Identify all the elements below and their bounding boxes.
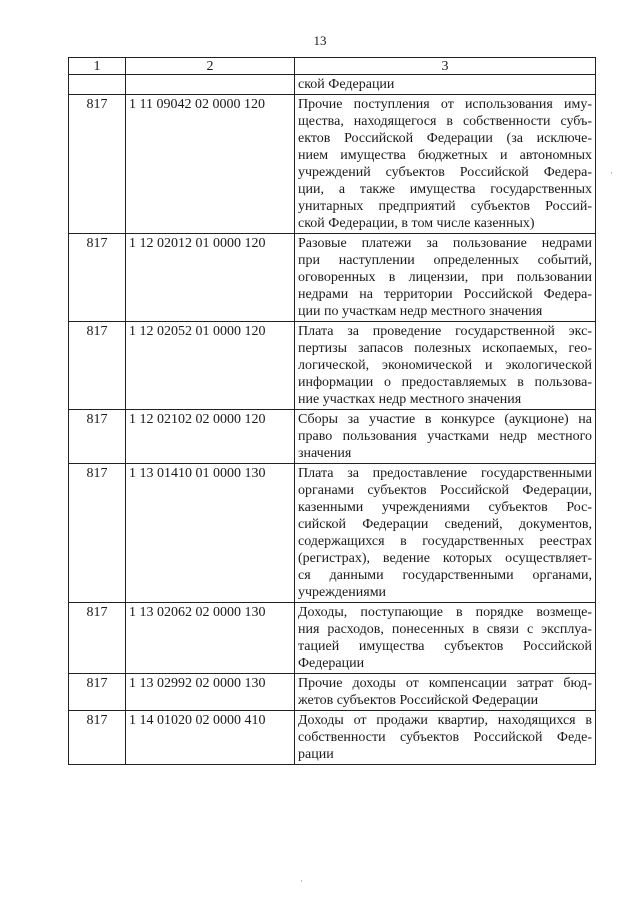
description-line: Прочие доходы от компенсации затрат бюд- [298, 676, 592, 691]
page-number: 13 [313, 33, 327, 48]
table-row [69, 322, 596, 410]
description-cell [295, 674, 596, 711]
description-line: сийской Федерации сведений, документов, [298, 517, 592, 532]
description-line: ции, а также имущества государственных [298, 182, 592, 197]
description-line: (регистрах), ведение которых осуществляет- [298, 551, 592, 566]
description-line: Плата за проведение государственной экс- [298, 324, 592, 339]
description-line: ся данными государственными органами, [298, 568, 592, 583]
description-line: пертизы запасов полезных ископаемых, гео- [298, 341, 592, 356]
column-header-2: 2 [126, 58, 295, 75]
table-row [69, 410, 596, 464]
scan-speck: · [300, 876, 303, 886]
scan-speck: · [610, 168, 613, 178]
admin-code-cell: 817 [69, 234, 126, 322]
description-line: значения [298, 446, 352, 461]
table-row [69, 711, 596, 765]
budget-code-cell: 1 13 01410 01 0000 130 [126, 464, 295, 603]
description-line: учреждениями [298, 585, 387, 600]
description-line: Доходы, поступающие в порядке возмеще- [298, 605, 592, 620]
description-line: собственности субъектов Российской Феде- [298, 730, 592, 745]
table-body [69, 75, 596, 765]
description-line: ции по участкам недр местного значения [298, 304, 543, 319]
description-cell [295, 410, 596, 464]
table-row [69, 464, 596, 603]
description-line: при наступлении определенных событий, [298, 253, 592, 268]
description-line: право пользования участками недр местного [298, 429, 592, 444]
description-cell [295, 603, 596, 674]
description-line: органами субъектов Российской Федерации, [298, 483, 592, 498]
description-line: содержащихся в государственных реестрах [298, 534, 592, 549]
description-cell [295, 322, 596, 410]
description-line: информации о предоставляемых в пользова- [298, 375, 592, 390]
description-line: Плата за предоставление государственными [298, 466, 592, 481]
admin-code-cell: 817 [69, 322, 126, 410]
column-header-3: 3 [295, 58, 596, 75]
table-row [69, 234, 596, 322]
description-line: недрами на территории Российской Федера- [298, 287, 592, 302]
continuation-text: ской Федерации [295, 75, 596, 95]
description-cell [295, 711, 596, 765]
description-cell [295, 95, 596, 234]
empty-cell [69, 75, 126, 95]
admin-code-cell: 817 [69, 95, 126, 234]
description-cell [295, 464, 596, 603]
admin-code-cell: 817 [69, 410, 126, 464]
budget-code-cell: 1 12 02052 01 0000 120 [126, 322, 295, 410]
budget-code-cell: 1 11 09042 02 0000 120 [126, 95, 295, 234]
description-line: нием имущества бюджетных и автономных [298, 148, 592, 163]
description-line: оговоренных в лицензии, при пользовании [298, 270, 592, 285]
budget-code-cell: 1 14 01020 02 0000 410 [126, 711, 295, 765]
table-header [69, 58, 596, 75]
table-row [69, 674, 596, 711]
description-cell [295, 234, 596, 322]
continuation-row [69, 75, 596, 95]
description-line: Сборы за участие в конкурсе (аукционе) на [298, 412, 592, 427]
table-row [69, 603, 596, 674]
description-line: тацией имущества субъектов Российской [298, 639, 592, 654]
budget-code-cell: 1 12 02012 01 0000 120 [126, 234, 295, 322]
budget-code-cell: 1 13 02992 02 0000 130 [126, 674, 295, 711]
description-line: учреждений субъектов Российской Федера- [298, 165, 592, 180]
description-line: ния расходов, понесенных в связи с эксплуа- [298, 622, 592, 637]
description-line: Доходы от продажи квартир, находящихся в [298, 713, 592, 728]
budget-code-cell: 1 13 02062 02 0000 130 [126, 603, 295, 674]
description-line: Прочие поступления от использования иму- [298, 97, 592, 112]
admin-code-cell: 817 [69, 674, 126, 711]
description-line: логической, экономической и экологической [298, 358, 592, 373]
table-row [69, 95, 596, 234]
description-line: рации [298, 747, 334, 762]
description-line: Федерации [298, 656, 365, 671]
admin-code-cell: 817 [69, 464, 126, 603]
description-line: ние участках недр местного значения [298, 392, 522, 407]
admin-code-cell: 817 [69, 603, 126, 674]
description-line: щества, находящегося в собственности субъ- [298, 114, 592, 129]
header-row [69, 58, 596, 75]
column-header-1: 1 [69, 58, 126, 75]
description-line: ектов Российской Федерации (за исключе- [298, 131, 592, 146]
budget-codes-table [68, 57, 596, 765]
description-line: казенными учреждениями субъектов Рос- [298, 500, 592, 515]
description-line: жетов субъектов Российской Федерации [298, 693, 539, 708]
description-line: Разовые платежи за пользование недрами [298, 236, 592, 251]
description-line: унитарных предприятий субъектов Россий- [298, 199, 592, 214]
empty-cell [126, 75, 295, 95]
admin-code-cell: 817 [69, 711, 126, 765]
budget-code-cell: 1 12 02102 02 0000 120 [126, 410, 295, 464]
description-line: ской Федерации, в том числе казенных) [298, 216, 535, 231]
